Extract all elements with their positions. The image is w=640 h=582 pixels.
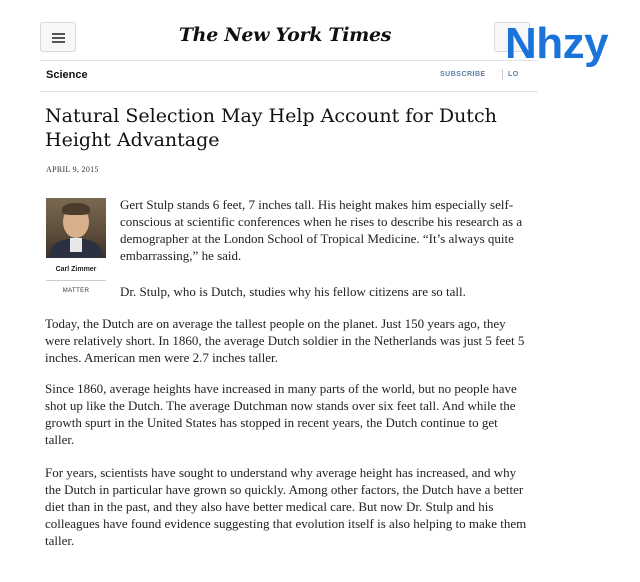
divider xyxy=(502,69,503,80)
login-link[interactable]: LO xyxy=(508,71,519,78)
author-column-name[interactable]: MATTER xyxy=(62,288,90,294)
author-photo[interactable] xyxy=(46,198,106,258)
overlay-watermark-logo: Nhzy xyxy=(505,19,609,68)
article-paragraph: Since 1860, average heights have increased in many parts of the world, but no people have shot up like the Dutch. The average Dutchman now stands over six feet tall. And while the growth spurt in the United States has stopped in recent years, the Dutch continue to get taller. xyxy=(45,381,517,447)
author-name[interactable]: Carl Zimmer xyxy=(55,266,97,273)
article-paragraph: Today, the Dutch are on average the tallest people on the planet. Just 150 years ago, they were relatively short. In 1860, the average Dutch soldier in the Netherlands was just 5 feet 5 inches. American men were 2.7 inches taller. xyxy=(45,316,525,365)
hamburger-menu-icon xyxy=(52,33,65,42)
masthead-logo[interactable]: The New York Times xyxy=(178,24,392,46)
article-date: APRIL 9, 2015 xyxy=(46,165,99,174)
subscribe-link[interactable]: SUBSCRIBE xyxy=(440,71,486,78)
menu-button[interactable] xyxy=(40,22,76,52)
section-link[interactable]: Science xyxy=(46,69,88,81)
article-paragraph: Gert Stulp stands 6 feet, 7 inches tall. His height makes him especially self-conscious at scientific conferences when he rises to describe his research as a demographer at the London School of Tropical Medicine. “It’s always quite embarrassing,” he said. xyxy=(120,197,523,263)
article-paragraph: For years, scientists have sought to understand why average height has increased, and why the Dutch in particular have grown so quickly. Among other factors, the Dutch have a better diet than in the past, and they also have better medical care. But now Dr. Stulp and his colleagues have found evidence suggesting that evolution itself is also helping to make them taller. xyxy=(45,465,527,548)
author-divider xyxy=(46,280,106,281)
article-headline: Natural Selection May Help Account for Dutch Height Advantage xyxy=(45,105,497,151)
article-paragraph: Dr. Stulp, who is Dutch, studies why his fellow citizens are so tall. xyxy=(120,284,466,299)
section-bar xyxy=(40,60,538,92)
